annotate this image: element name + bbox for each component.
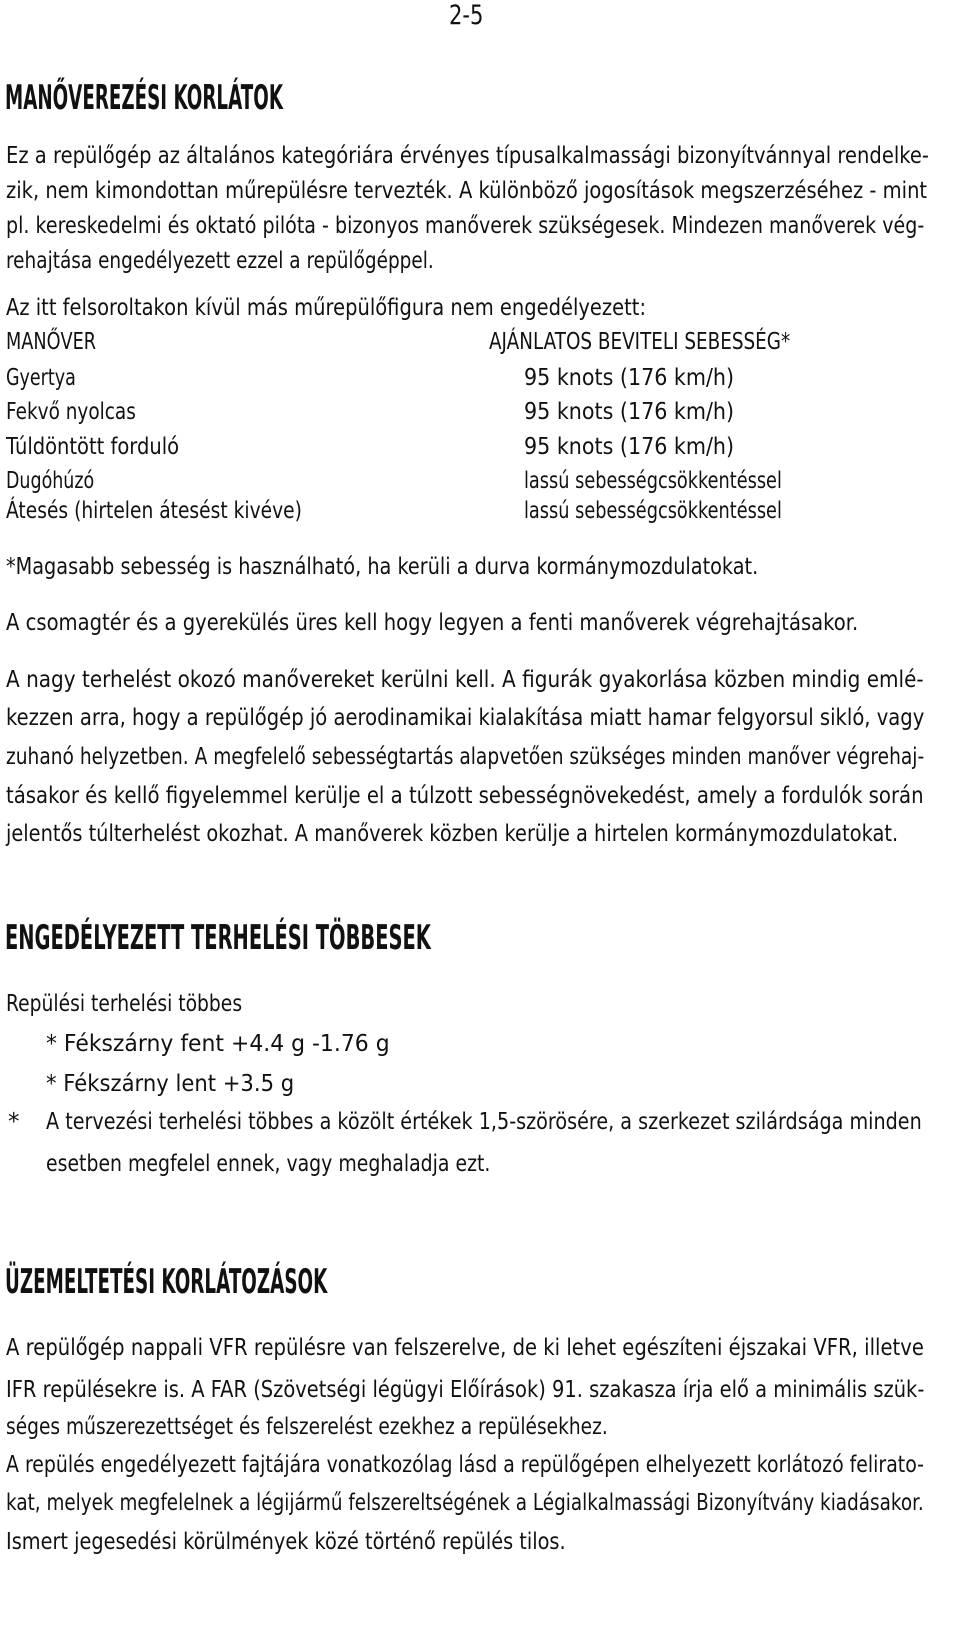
table-row-speed: 95 knots (176 km/h) bbox=[524, 399, 735, 425]
para-line: kezzen arra, hogy a repülőgép jó aerodinamikai kialakítása miatt hamar felgyorsul sikló, vagy bbox=[6, 705, 925, 731]
table-header-speed: AJÁNLATOS BEVITELI SEBESSÉG* bbox=[489, 329, 791, 355]
table-header-maneuver: MANŐVER bbox=[6, 329, 97, 355]
speed-footnote: *Magasabb sebesség is használható, ha kerüli a durva kormánymozdulatokat. bbox=[6, 554, 759, 580]
para-line: A nagy terhelést okozó manővereket kerülni kell. A figurák gyakorlása közben mindig emlé- bbox=[6, 667, 924, 693]
heading-operating-limits: ÜZEMELTETÉSI KORLÁTOZÁSOK bbox=[5, 1262, 328, 1302]
table-row-name: Átesés (hirtelen átesést kivéve) bbox=[6, 498, 302, 524]
para-line: tásakor és kellő figyelemmel kerülje el a túlzott sebességnövekedést, amely a fordulók során bbox=[6, 783, 924, 809]
intro-line: pl. kereskedelmi és oktató pilóta - bizonyos manőverek szükségesek. Mindezen manőverek vég- bbox=[6, 213, 925, 239]
page-number: 2-5 bbox=[449, 0, 484, 31]
ops-line: IFR repülésekre is. A FAR (Szövetségi légügyi Előírások) 91. szakasza írja elő a minimális szük- bbox=[6, 1377, 925, 1403]
load-subheading: Repülési terhelési többes bbox=[6, 991, 243, 1017]
load-note-line: esetben megfelel ennek, vagy meghaladja ezt. bbox=[46, 1151, 491, 1177]
ops-line: kat, melyek megfelelnek a légijármű felszereltségének a Légialkalmassági Bizonyítvány kiadásakor. bbox=[6, 1490, 924, 1516]
load-note-line: A tervezési terhelési többes a közölt értékek 1,5-szörösére, a szerkezet szilárdsága minden bbox=[46, 1109, 922, 1135]
intro-line: rehajtása engedélyezett ezzel a repülőgéppel. bbox=[6, 248, 434, 274]
para-line: jelentős túlterhelést okozhat. A manőverek közben kerülje a hirtelen kormánymozdulatokat. bbox=[6, 821, 899, 847]
ops-line: Ismert jegesedési körülmények közé történő repülés tilos. bbox=[6, 1529, 566, 1555]
table-row-speed: lassú sebességcsökkentéssel bbox=[524, 468, 782, 494]
table-row-name: Túldöntött forduló bbox=[6, 434, 180, 460]
load-item-flaps-up: * Fékszárny fent +4.4 g -1.76 g bbox=[46, 1031, 390, 1057]
para-line: zuhanó helyzetben. A megfelelő sebességtartás alapvetően szükséges minden manőver végrehaj- bbox=[6, 744, 925, 770]
table-row-name: Dugóhúzó bbox=[6, 468, 95, 494]
table-row-speed: 95 knots (176 km/h) bbox=[524, 365, 735, 391]
intro-line: Ez a repülőgép az általános kategóriára érvényes típusalkalmassági bizonyítvánnyal rendelke- bbox=[6, 143, 929, 169]
table-row-name: Fekvő nyolcas bbox=[6, 399, 136, 425]
load-note-star: * bbox=[8, 1109, 20, 1135]
ops-line: A repülés engedélyezett fajtájára vonatkozólag lásd a repülőgépen elhelyezett korlátozó felirato- bbox=[6, 1452, 924, 1478]
load-item-flaps-down: * Fékszárny lent +3.5 g bbox=[46, 1071, 295, 1097]
table-row-speed: 95 knots (176 km/h) bbox=[524, 434, 735, 460]
ops-line: séges műszerezettséget és felszerelést ezekhez a repülésekhez. bbox=[6, 1414, 608, 1440]
cargo-note: A csomagtér és a gyerekülés üres kell hogy legyen a fenti manőverek végrehajtásakor. bbox=[6, 610, 859, 636]
heading-maneuver-limits: MANŐVEREZÉSI KORLÁTOK bbox=[5, 78, 283, 118]
table-row-speed: lassú sebességcsökkentéssel bbox=[524, 498, 782, 524]
list-intro: Az itt felsoroltakon kívül más műrepülőfigura nem engedélyezett: bbox=[6, 295, 647, 321]
table-row-name: Gyertya bbox=[6, 365, 76, 391]
ops-line: A repülőgép nappali VFR repülésre van felszerelve, de ki lehet egészíteni éjszakai VFR, illetve bbox=[6, 1335, 924, 1361]
intro-line: zik, nem kimondottan műrepülésre tervezték. A különböző jogosítások megszerzéséhez - mint bbox=[6, 178, 928, 204]
heading-load-factors: ENGEDÉLYEZETT TERHELÉSI TÖBBESEK bbox=[5, 918, 431, 958]
